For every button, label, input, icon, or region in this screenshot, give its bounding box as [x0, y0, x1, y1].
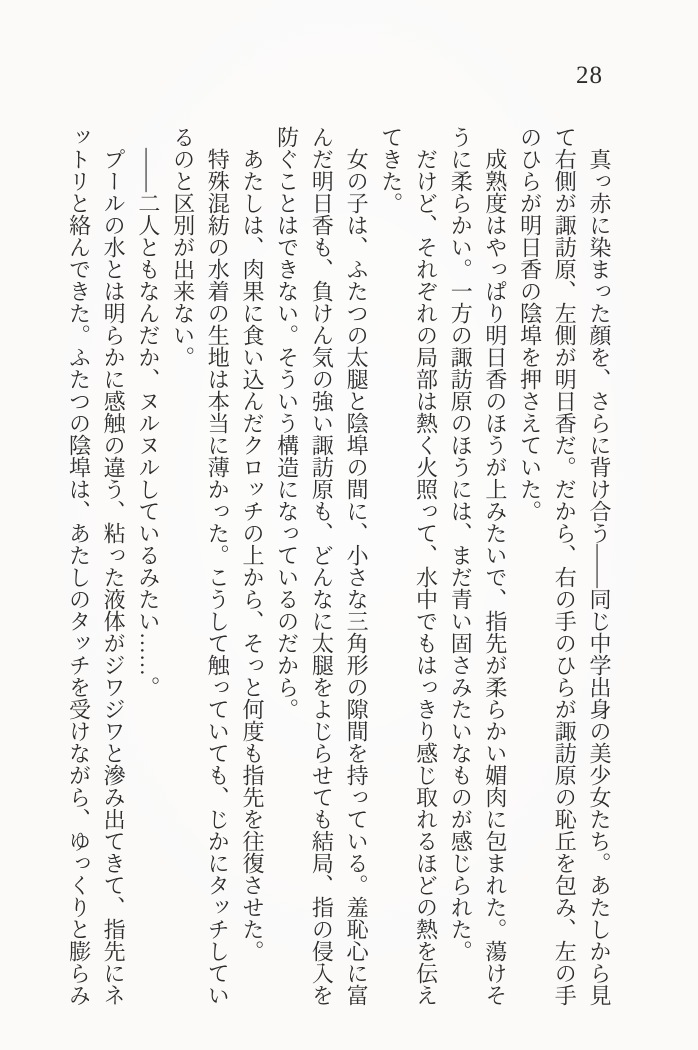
page-number: 28	[576, 62, 603, 89]
paragraph: あたしは、肉果に食い込んだクロッチの上から、そっと何度も指先を往復させた。	[239, 148, 265, 962]
paragraph: 女の子は、ふたつの太腿と陰埠の間に、小さな三角形の隙間を持っている。羞恥心に富んだ明日香も、負けん気の強い諏訪原も、どんなに太腿をよじらせても結局、指の侵入を防ぐことはできない。そういう構造になっているのだから。	[274, 126, 370, 1006]
page-text	[60, 126, 616, 1010]
paragraph: 特殊混紡の水着の生地は本当に薄かった。こうして触っていても、じかにタッチしているのと区別が出来ない。	[170, 126, 231, 1006]
paragraph: だけど、それぞれの局部は熱く火照って、水中でもはっきり感じ取れるほどの熱を伝えてきた。	[378, 126, 439, 1006]
paragraph: 真っ赤に染まった顔を、さらに背け合う――同じ中学出身の美少女たち。あたしから見て右側が諏訪原、左側が明日香だ。だから、右の手のひらが諏訪原の恥丘を包み、左の手のひらが明日香の陰埠を押さえていた。	[517, 126, 612, 1006]
paragraph: 成熟度はやっぱり明日香のほうが上みたいで、指先が柔らかい媚肉に包まれた。蕩けそうに柔らかい。一方の諏訪原のほうには、まだ青い固さみたいなものが感じられた。	[448, 126, 508, 1006]
paragraph: ――二人ともなんだか、ヌルヌルしているみたい……。	[135, 148, 161, 698]
paragraph: プールの水とは明らかに感触の違う、粘った液体がジワジワと滲み出てきて、指先にネットリと絡んできた。ふたつの陰埠は、あたしのタッチを受けながら、ゆっくりと膨らみ	[66, 126, 127, 1006]
